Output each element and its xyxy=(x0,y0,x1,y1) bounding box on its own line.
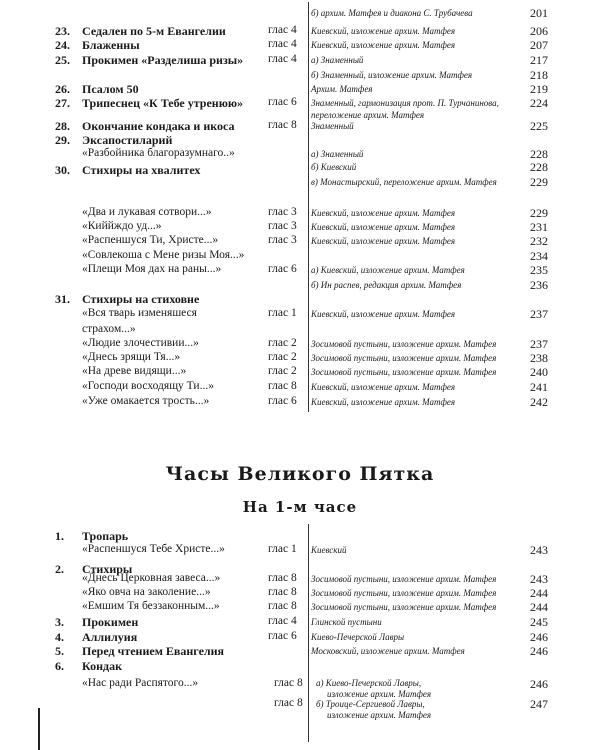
tone-label: глас 6 xyxy=(268,96,297,108)
source-note: Зосимовой пустыни, изложение архим. Матфея xyxy=(311,588,497,598)
item-title: Стихиры на хвалитех xyxy=(82,163,201,177)
tone-label: глас 1 xyxy=(268,543,297,555)
item-title: Седален по 5-м Евангелии xyxy=(82,24,226,38)
item-title: Прокимен «Разделиша ризы» xyxy=(82,53,244,67)
item-title: «Уже омакается трость...» xyxy=(82,395,210,407)
toc-row xyxy=(0,133,600,147)
source-note: Знаменный, гармонизация прот. П. Турчанинова, xyxy=(311,98,499,108)
toc-row xyxy=(0,53,600,67)
tone-label: глас 8 xyxy=(268,380,297,392)
item-title: «На древе видящи...» xyxy=(82,365,187,377)
tone-label: глас 8 xyxy=(268,600,297,612)
toc-row xyxy=(0,206,600,220)
page-number: 246 xyxy=(530,630,548,644)
tone-label: глас 4 xyxy=(268,24,297,36)
source-note: б) Троице-Сергиевой Лавры, xyxy=(316,699,425,709)
page-number: 245 xyxy=(530,615,548,629)
toc-row xyxy=(0,119,600,133)
source-note: Московский, изложение архим. Матфея xyxy=(311,646,465,656)
page-number: 237 xyxy=(530,337,548,351)
item-number: 2. xyxy=(55,562,64,576)
tone-label: глас 6 xyxy=(268,630,297,642)
source-note: Архим. Матфея xyxy=(311,84,373,94)
source-note: Киевский xyxy=(311,545,347,555)
item-title: Псалом 50 xyxy=(82,82,139,96)
item-title: «Распеншуся Ти, Христе...» xyxy=(82,234,219,246)
item-title: Эксапостиларий xyxy=(82,133,173,147)
item-title: Аллилуия xyxy=(82,630,138,644)
tone-label: глас 8 xyxy=(268,119,297,131)
toc-row xyxy=(0,365,600,379)
page-number: 244 xyxy=(530,600,548,614)
toc-row xyxy=(0,234,600,248)
tone-label: глас 4 xyxy=(268,38,297,50)
source-note: Киевский, изложение архим. Матфея xyxy=(311,40,456,50)
page-number: 231 xyxy=(530,220,548,234)
item-title: «Плещи Моя дах на раны...» xyxy=(82,263,222,275)
tone-label: глас 8 xyxy=(274,697,303,709)
toc-row xyxy=(0,380,600,394)
margin-mark xyxy=(38,708,40,750)
source-note: в) Монастырский, переложение архим. Матфея xyxy=(311,177,497,187)
page-number: 243 xyxy=(530,572,548,586)
source-note: Знаменный xyxy=(311,121,354,131)
page-number: 242 xyxy=(530,395,548,409)
item-number: 29. xyxy=(55,133,70,147)
page-number: 225 xyxy=(530,119,548,133)
page-number: 244 xyxy=(530,586,548,600)
toc-row xyxy=(0,323,600,337)
toc-row xyxy=(0,600,600,614)
toc-row xyxy=(0,351,600,365)
tone-label: глас 3 xyxy=(268,234,297,246)
item-number: 4. xyxy=(55,630,64,644)
item-title: «Людие злочестивии...» xyxy=(82,337,199,349)
page-number: 238 xyxy=(530,351,548,365)
source-note: Киево-Печерской Лавры xyxy=(311,632,405,642)
tone-label: глас 3 xyxy=(268,220,297,232)
item-number: 23. xyxy=(55,24,70,38)
toc-row xyxy=(0,6,600,20)
tone-label: глас 2 xyxy=(268,337,297,349)
tone-label: глас 2 xyxy=(268,351,297,363)
toc-row xyxy=(0,586,600,600)
toc-row xyxy=(0,529,600,543)
tone-label: глас 8 xyxy=(274,677,303,689)
item-title: «Днесь зрящи Тя...» xyxy=(82,351,181,363)
page-number: 243 xyxy=(530,543,548,557)
toc-row xyxy=(0,278,600,292)
page-number: 234 xyxy=(530,249,548,263)
toc-row xyxy=(0,395,600,409)
tone-label: глас 8 xyxy=(268,586,297,598)
page-number: 207 xyxy=(530,38,548,52)
toc-row xyxy=(0,147,600,161)
item-number: 30. xyxy=(55,163,70,177)
item-title: «Два и лукавая сотвори...» xyxy=(82,206,212,218)
toc-row xyxy=(0,82,600,96)
section-heading: Часы Великого Пятка xyxy=(165,463,435,485)
page-number: 217 xyxy=(530,53,548,67)
page-number: 237 xyxy=(530,307,548,321)
source-note: а) Знаменный xyxy=(311,55,364,65)
item-title: «Киййждо уд...» xyxy=(82,220,162,232)
tone-label: глас 2 xyxy=(268,365,297,377)
tone-label: глас 1 xyxy=(268,307,297,319)
source-note: Киевский, изложение архим. Матфея xyxy=(311,26,456,36)
page-number: 246 xyxy=(530,644,548,658)
item-title: Прокимен xyxy=(82,615,139,629)
item-title: Стихиры на стиховне xyxy=(82,292,200,306)
toc-row xyxy=(0,659,600,673)
source-note: Киевский, изложение архим. Матфея xyxy=(311,222,456,232)
page-number: 246 xyxy=(530,677,548,691)
source-note: Зосимовой пустыни, изложение архим. Матфея xyxy=(311,367,497,377)
source-note: переложение архим. Матфея xyxy=(311,110,425,120)
page-number: 228 xyxy=(530,147,548,161)
tone-label: глас 6 xyxy=(268,395,297,407)
page-number: 241 xyxy=(530,380,548,394)
item-number: 24. xyxy=(55,38,70,52)
page-number: 232 xyxy=(530,234,548,248)
source-note: изложение архим. Матфея xyxy=(327,710,432,720)
tone-label: глас 4 xyxy=(268,615,297,627)
item-number: 27. xyxy=(55,96,70,110)
toc-row xyxy=(0,630,600,644)
source-note: Киевский, изложение архим. Матфея xyxy=(311,382,456,392)
toc-row xyxy=(0,337,600,351)
page-number: 247 xyxy=(530,697,548,711)
item-number: 1. xyxy=(55,529,64,543)
page-number: 218 xyxy=(530,68,548,82)
toc-row xyxy=(0,644,600,658)
source-note: б) Ин распев, редакция архим. Матфея xyxy=(311,280,462,290)
item-title: «Господи восходящу Ти...» xyxy=(82,380,214,392)
toc-row xyxy=(0,38,600,52)
page-number: 219 xyxy=(530,82,548,96)
tone-label: глас 8 xyxy=(268,572,297,584)
item-number: 26. xyxy=(55,82,70,96)
source-note: Киевский, изложение архим. Матфея xyxy=(311,309,456,319)
source-note: б) архим. Матфея и диакона С. Трубачева xyxy=(311,8,473,18)
page-number: 236 xyxy=(530,278,548,292)
toc-section-title xyxy=(0,163,600,177)
item-number: 3. xyxy=(55,615,64,629)
item-title: Стихиры xyxy=(82,562,133,576)
item-number: 28. xyxy=(55,119,70,133)
source-note: Зосимовой пустыни, изложение архим. Матфея xyxy=(311,353,497,363)
item-title: Окончание кондака и икоса xyxy=(82,119,235,133)
source-note: Зосимовой пустыни, изложение архим. Матфея xyxy=(311,602,497,612)
page-number: 229 xyxy=(530,206,548,220)
page-number: 235 xyxy=(530,263,548,277)
page-number: 206 xyxy=(530,24,548,38)
item-title: Кондак xyxy=(82,659,123,673)
item-title: «Совлекоша с Мене ризы Моя...» xyxy=(82,249,245,261)
source-note: б) Киевский xyxy=(311,162,357,172)
toc-row xyxy=(0,220,600,234)
toc-row xyxy=(0,249,600,263)
toc-row xyxy=(0,543,600,557)
page-number: 224 xyxy=(530,96,548,110)
tone-label: глас 6 xyxy=(268,263,297,275)
page-number: 229 xyxy=(530,175,548,189)
source-note: б) Знаменный, изложение архим. Матфея xyxy=(311,70,473,80)
tone-label: глас 4 xyxy=(268,53,297,65)
tone-label: глас 3 xyxy=(268,206,297,218)
item-title: «Нас ради Распятого...» xyxy=(82,677,199,689)
item-title: «Яко овча на заколение...» xyxy=(82,586,211,598)
item-number: 25. xyxy=(55,53,70,67)
toc-section-title xyxy=(0,292,600,306)
toc-row xyxy=(0,68,600,82)
item-title: Перед чтением Евангелия xyxy=(82,644,225,658)
source-note: Зосимовой пустыни, изложение архим. Матфея xyxy=(311,574,497,584)
toc-row xyxy=(0,615,600,629)
page-number: 228 xyxy=(530,160,548,174)
item-title: «Распеншуся Тебе Христе...» xyxy=(82,543,225,555)
toc-row xyxy=(0,307,600,321)
item-number: 6. xyxy=(55,659,64,673)
item-title: страхом...» xyxy=(82,323,136,335)
source-note: Киевский, изложение архим. Матфея xyxy=(311,397,456,407)
item-title: «Вся тварь изменяшеся xyxy=(82,307,197,319)
item-title: Тропарь xyxy=(82,529,129,543)
toc-row xyxy=(0,24,600,38)
toc-row xyxy=(0,677,600,691)
source-note: изложение архим. Матфея xyxy=(327,689,432,699)
source-note: Киевский, изложение архим. Матфея xyxy=(311,236,456,246)
source-note: а) Киевский, изложение архим. Матфея xyxy=(311,265,465,275)
source-note: Глинской пустыни xyxy=(311,617,382,627)
item-number: 31. xyxy=(55,292,70,306)
toc-row xyxy=(0,572,600,586)
item-title: «Разбойника благоразумнаго..» xyxy=(82,147,235,159)
toc-row xyxy=(0,697,600,711)
item-title: «Днесь Церковная завеса...» xyxy=(82,572,221,584)
item-number: 5. xyxy=(55,644,64,658)
item-title: «Емшим Тя беззаконным...» xyxy=(82,600,220,612)
subsection-heading: На 1-м часе xyxy=(242,498,358,516)
toc-row xyxy=(0,263,600,277)
source-note: Киевский, изложение архим. Матфея xyxy=(311,208,456,218)
source-note: Зосимовой пустыни, изложение архим. Матфея xyxy=(311,339,497,349)
page-number: 201 xyxy=(530,6,548,20)
item-title: Трипеснец «К Тебе утренюю» xyxy=(82,96,244,110)
source-note: а) Знаменный xyxy=(311,149,364,159)
source-note: а) Киево-Печерской Лавры, xyxy=(316,678,422,688)
item-title: Блаженны xyxy=(82,38,140,52)
page-number: 240 xyxy=(530,365,548,379)
